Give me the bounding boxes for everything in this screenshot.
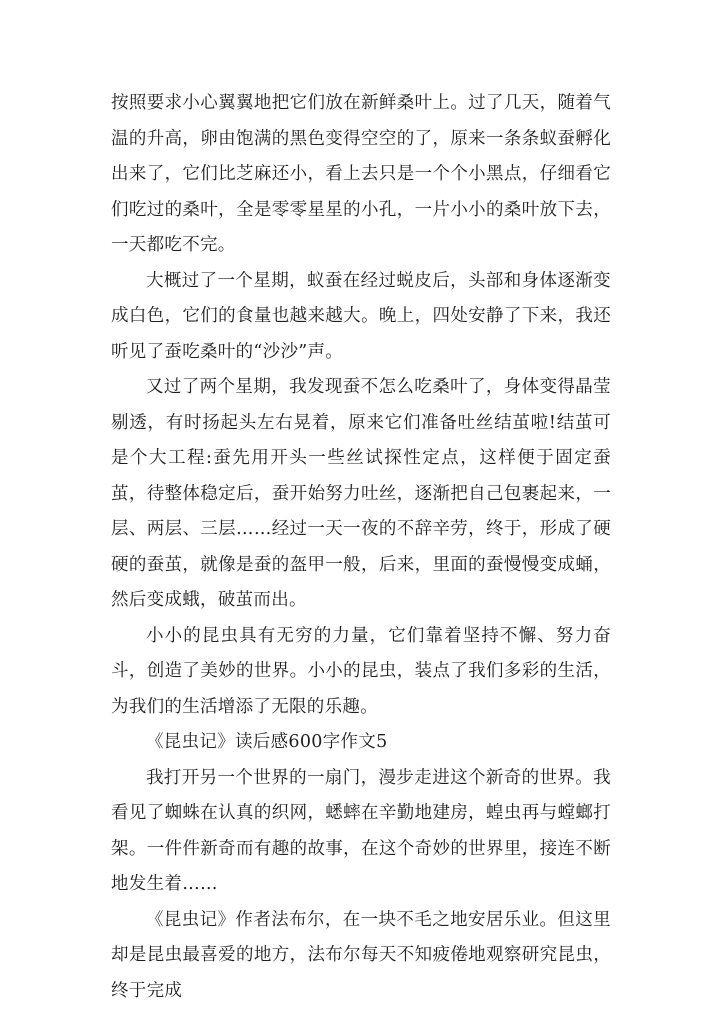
paragraph-silkworm-cocoon: 又过了两个星期，我发现蚕不怎么吃桑叶了，身体变得晶莹剔透，有时扬起头左右晃着，原来它们准备吐丝结茧啦!结茧可是个大工程:蚕先用开头一些丝试探性定点，这样便于固定蚕茧，待整体稳定后，蚕开始努力吐丝，逐渐把自己包裹起来，一层、两层、三层……经过一天一夜的不辞辛劳，终于，形成了硬硬的蚕茧，就像是蚕的盔甲一般，后来，里面的蚕慢慢变成蛹，然后变成蛾，破茧而出。	[111, 377, 611, 610]
paragraph-silkworm-hatching: 按照要求小心翼翼地把它们放在新鲜桑叶上。过了几天，随着气温的升高，卵由饱满的黑色变得空空的了，原来一条条蚁蚕孵化出来了，它们比芝麻还小，看上去只是一个个小黑点，仔细看它们吃过的桑叶，全是零零星星的小孔，一片小小的桑叶放下去，一天都吃不完。	[111, 93, 611, 255]
document-body	[111, 86, 611, 1009]
section-title: 《昆虫记》读后感600字作文5	[146, 732, 388, 752]
paragraph-fabre: 《昆虫记》作者法布尔，在一块不毛之地安居乐业。但这里却是昆虫最喜爱的地方，法布尔每天不知疲倦地观察研究昆虫，终于完成	[111, 909, 611, 1001]
paragraph-insect-power: 小小的昆虫具有无穷的力量，它们靠着坚持不懈、努力奋斗，创造了美妙的世界。小小的昆虫，装点了我们多彩的生活，为我们的生活增添了无限的乐趣。	[111, 625, 611, 717]
paragraph-new-world: 我打开另一个世界的一扇门，漫步走进这个新奇的世界。我看见了蜘蛛在认真的织网，蟋蟀在辛勤地建房，蝗虫再与螳螂打架。一件件新奇而有趣的故事，在这个奇妙的世界里，接连不断地发生着……	[111, 767, 611, 894]
paragraph-silkworm-molting: 大概过了一个星期，蚁蚕在经过蜕皮后，头部和身体逐渐变成白色，它们的食量也越来越大。晚上，四处安静了下来，我还听见了蚕吃桑叶的“沙沙”声。	[111, 270, 611, 362]
